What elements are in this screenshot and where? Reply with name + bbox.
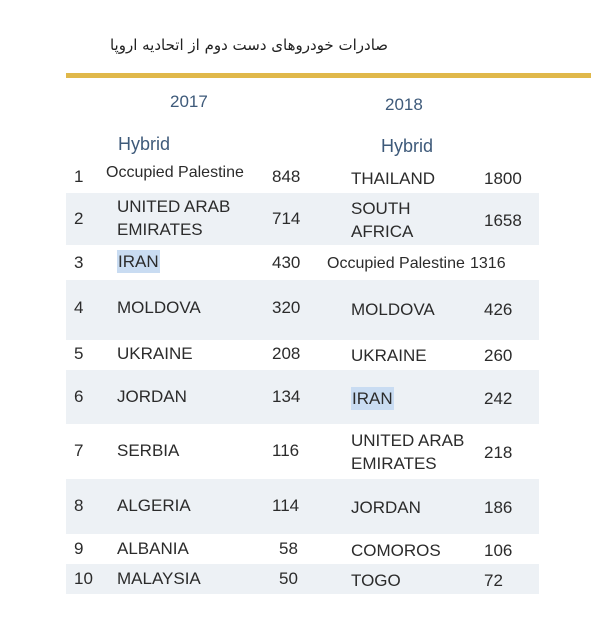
value-2017-cell: 134 (272, 387, 301, 406)
page-title: صادرات خودروهای دست دوم از اتحادیه اروپا (109, 36, 388, 54)
value-2017-cell: 848 (272, 167, 301, 186)
table-row (66, 479, 539, 534)
rank-cell: 7 (74, 441, 84, 460)
country-2017-cell: ALBANIA (117, 539, 189, 558)
value-2017-cell: 114 (272, 496, 300, 515)
country-2017-cell: JORDAN (117, 387, 187, 406)
value-2017-cell: 116 (272, 441, 300, 460)
table-row (66, 280, 539, 340)
table-row (66, 564, 539, 594)
rank-cell: 10 (74, 569, 93, 588)
rank-cell: 6 (74, 387, 84, 406)
title-divider (66, 73, 591, 78)
table-row (66, 370, 539, 424)
value-2018-cell: 426 (484, 300, 513, 319)
value-2018-cell: 1800 (484, 169, 522, 188)
value-2018-cell: 260 (484, 346, 513, 365)
table-row (66, 245, 539, 280)
rank-cell: 1 (74, 167, 84, 186)
value-2018-cell: 218 (484, 443, 513, 462)
table-row (66, 534, 539, 564)
country-2017-cell: UKRAINE (117, 344, 193, 363)
country-2017-cell: SERBIA (117, 441, 180, 460)
year-2017-header: 2017 (170, 92, 208, 111)
rank-cell: 9 (74, 539, 84, 558)
country-2018-cell: MOLDOVA (351, 300, 435, 319)
country-2017-cell: IRAN (118, 252, 159, 271)
country-2017-cell: MOLDOVA (117, 298, 201, 317)
country-2018-cell: UNITED ARAB EMIRATES (351, 431, 465, 473)
value-2017-cell: 320 (272, 298, 301, 317)
table-row (66, 158, 539, 193)
table-row (66, 424, 539, 479)
table-row (66, 340, 539, 370)
rank-cell: 5 (74, 344, 84, 363)
value-2018-cell: 1316 (470, 255, 506, 272)
rank-cell: 4 (74, 298, 84, 317)
country-2018-cell: JORDAN (351, 498, 421, 517)
hybrid-2017-label: Hybrid (118, 134, 171, 154)
value-2017-cell: 208 (272, 344, 301, 363)
value-2017-cell: 58 (279, 539, 298, 558)
value-2018-cell: 106 (484, 541, 513, 560)
value-2018-cell: 72 (484, 571, 503, 590)
country-2018-cell: SOUTH AFRICA (351, 199, 414, 241)
value-2017-cell: 50 (279, 569, 298, 588)
country-2018-cell: UKRAINE (351, 346, 427, 365)
country-2017-cell: MALAYSIA (117, 569, 201, 588)
country-2018-cell: Occupied Palestine (327, 255, 465, 272)
country-2018-cell: IRAN (352, 389, 393, 408)
country-2017-cell: ALGERIA (117, 496, 191, 515)
value-2018-cell: 1658 (484, 211, 522, 230)
value-2018-cell: 186 (484, 498, 513, 517)
value-2017-cell: 714 (272, 209, 301, 228)
hybrid-2018-label: Hybrid (381, 136, 434, 156)
rank-cell: 2 (74, 209, 84, 228)
rank-cell: 3 (74, 253, 84, 272)
country-2017-cell: Occupied Palestine (106, 164, 244, 181)
year-2018-header: 2018 (385, 95, 423, 114)
country-2017-cell: UNITED ARAB EMIRATES (117, 197, 231, 239)
table-row (66, 193, 539, 245)
country-2018-cell: TOGO (351, 571, 401, 590)
value-2018-cell: 242 (484, 389, 513, 408)
rank-cell: 8 (74, 496, 84, 515)
country-2018-cell: THAILAND (351, 169, 436, 188)
country-2018-cell: COMOROS (351, 541, 441, 560)
value-2017-cell: 430 (272, 253, 301, 272)
